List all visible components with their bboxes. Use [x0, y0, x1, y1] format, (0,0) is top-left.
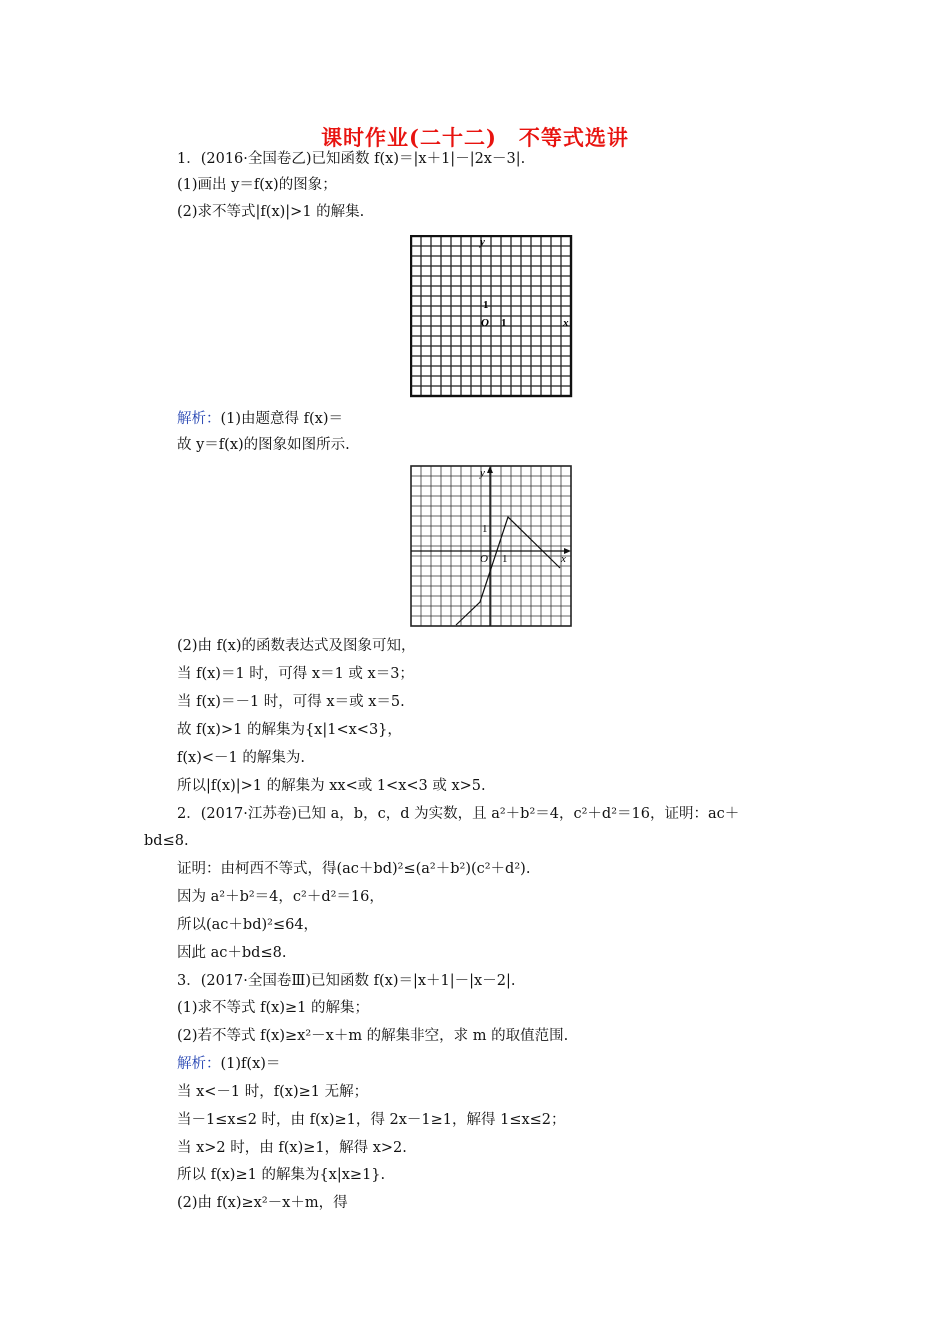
grid2-x-label: x	[561, 553, 566, 565]
problem-2-proof-2: 因为 a²＋b²＝4，c²＋d²＝16，	[177, 889, 384, 905]
problem-3-step-4: 当 x>2 时，由 f(x)≥1，解得 x>2.	[177, 1140, 407, 1156]
analysis-label: 解析：	[177, 1056, 221, 1072]
analysis-text: (1)由题意得 f(x)＝	[220, 411, 344, 427]
problem-1-step-2: (2)由 f(x)的函数表达式及图象可知，	[177, 638, 416, 654]
grid2-y-one: 1	[482, 523, 488, 535]
page-title: 课时作业(二十二) 不等式选讲	[321, 125, 629, 150]
problem-1-step-4: 当 f(x)＝－1 时，可得 x＝或 x＝5.	[177, 694, 405, 710]
problem-1-step-7: 所以|f(x)|>1 的解集为 xx<或 1<x<3 或 x>5.	[177, 778, 486, 794]
grid2-y-label: y	[480, 467, 485, 479]
graph-caption: 故 y＝f(x)的图象如图所示.	[177, 437, 350, 453]
problem-2-proof-3: 所以(ac＋bd)²≤64，	[177, 917, 319, 933]
grid1-x-label: x	[563, 317, 569, 329]
problem-3-stem: 3．(2017·全国卷Ⅲ)已知函数 f(x)＝|x＋1|－|x－2|.	[177, 973, 516, 989]
grid2-x-one: 1	[502, 553, 508, 565]
grid1-y-one: 1	[483, 299, 489, 311]
problem-1-stem: 1．(2016·全国卷乙)已知函数 f(x)＝|x＋1|－|2x－3|.	[177, 151, 526, 167]
grid2-origin: O	[480, 553, 488, 565]
problem-3-step-6: (2)由 f(x)≥x²－x＋m，得	[177, 1195, 348, 1211]
problem-3-step-3: 当－1≤x≤2 时，由 f(x)≥1，得 2x－1≥1，解得 1≤x≤2；	[177, 1112, 566, 1128]
problem-3-question-2: (2)若不等式 f(x)≥x²－x＋m 的解集非空，求 m 的取值范围.	[177, 1028, 569, 1044]
function-graph	[410, 465, 573, 628]
problem-1-step-5: 故 f(x)>1 的解集为{x|1<x<3}，	[177, 722, 402, 738]
problem-2-proof-1: 证明：由柯西不等式，得(ac＋bd)²≤(a²＋b²)(c²＋d²).	[177, 861, 531, 877]
problem-3-question-1: (1)求不等式 f(x)≥1 的解集；	[177, 1000, 369, 1016]
problem-1-step-3: 当 f(x)＝1 时，可得 x＝1 或 x＝3；	[177, 666, 414, 682]
analysis-label: 解析：	[177, 411, 221, 427]
problem-1-step-6: f(x)<－1 的解集为.	[177, 750, 305, 766]
problem-1-question-1: (1)画出 y＝f(x)的图象；	[177, 177, 337, 193]
problem-2-stem-continued: bd≤8.	[144, 833, 189, 849]
problem-1-question-2: (2)求不等式|f(x)|>1 的解集.	[177, 204, 365, 220]
problem-2-proof-4: 因此 ac＋bd≤8.	[177, 945, 287, 961]
analysis-text: (1)f(x)＝	[220, 1056, 281, 1072]
problem-3-step-2: 当 x<－1 时，f(x)≥1 无解；	[177, 1084, 369, 1100]
problem-1-analysis	[177, 410, 343, 428]
grid1-x-one: 1	[501, 317, 507, 329]
problem-3-analysis	[177, 1055, 280, 1073]
y-axis-arrow	[487, 466, 493, 473]
problem-2-stem: 2．(2017·江苏卷)已知 a，b，c，d 为实数，且 a²＋b²＝4，c²＋d²＝16，证明：ac＋	[177, 806, 740, 822]
problem-3-step-5: 所以 f(x)≥1 的解集为{x|x≥1}.	[177, 1167, 386, 1183]
blank-coordinate-grid	[410, 235, 573, 398]
grid1-origin: O	[481, 317, 489, 329]
grid1-y-label: y	[480, 236, 485, 248]
function-curve	[456, 517, 560, 625]
